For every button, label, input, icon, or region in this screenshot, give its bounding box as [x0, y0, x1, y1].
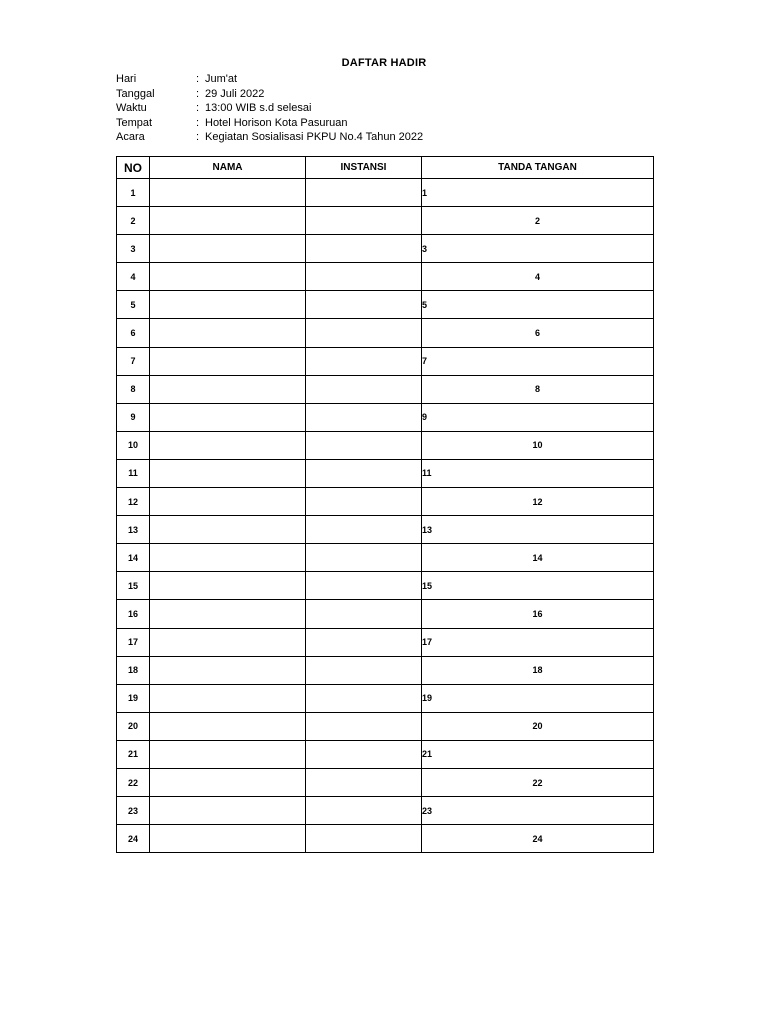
header-tanda-tangan: TANDA TANGAN: [422, 157, 654, 179]
table-row: [117, 488, 654, 516]
signature-cell[interactable]: 8: [422, 375, 654, 403]
table-row: [117, 600, 654, 628]
signature-cell[interactable]: 11: [422, 459, 654, 487]
row-number: 19: [117, 684, 150, 712]
table-row: [117, 572, 654, 600]
header-nama: NAMA: [150, 157, 306, 179]
signature-cell[interactable]: 6: [422, 319, 654, 347]
row-number: 2: [117, 207, 150, 235]
row-number: 24: [117, 825, 150, 853]
table-row: [117, 235, 654, 263]
nama-cell[interactable]: [150, 797, 306, 825]
signature-cell[interactable]: 21: [422, 740, 654, 768]
table-row: [117, 768, 654, 796]
instansi-cell[interactable]: [306, 628, 422, 656]
signature-cell[interactable]: 24: [422, 825, 654, 853]
row-number: 16: [117, 600, 150, 628]
nama-cell[interactable]: [150, 684, 306, 712]
table-row: [117, 403, 654, 431]
row-number: 17: [117, 628, 150, 656]
info-row-tempat: [116, 116, 423, 131]
instansi-cell[interactable]: [306, 347, 422, 375]
nama-cell[interactable]: [150, 516, 306, 544]
row-number: 6: [117, 319, 150, 347]
info-row-tanggal: [116, 87, 423, 102]
instansi-cell[interactable]: [306, 768, 422, 796]
nama-cell[interactable]: [150, 235, 306, 263]
table-header-row: [117, 157, 654, 179]
instansi-cell[interactable]: [306, 797, 422, 825]
row-number: 8: [117, 375, 150, 403]
instansi-cell[interactable]: [306, 488, 422, 516]
instansi-cell[interactable]: [306, 712, 422, 740]
info-colon: :: [196, 131, 200, 143]
signature-cell[interactable]: 7: [422, 347, 654, 375]
info-colon: :: [196, 116, 200, 129]
nama-cell[interactable]: [150, 712, 306, 740]
instansi-cell[interactable]: [306, 235, 422, 263]
instansi-cell[interactable]: [306, 684, 422, 712]
table-row: [117, 712, 654, 740]
row-number: 11: [117, 459, 150, 487]
nama-cell[interactable]: [150, 179, 306, 207]
nama-cell[interactable]: [150, 768, 306, 796]
instansi-cell[interactable]: [306, 207, 422, 235]
row-number: 15: [117, 572, 150, 600]
info-label: Waktu: [116, 102, 147, 114]
table-row: [117, 740, 654, 768]
info-label: Hari: [116, 73, 137, 85]
row-number: 18: [117, 656, 150, 684]
table-row: [117, 516, 654, 544]
header-instansi: INSTANSI: [306, 157, 422, 179]
table-row: [117, 207, 654, 235]
instansi-cell[interactable]: [306, 179, 422, 207]
row-number: 20: [117, 712, 150, 740]
signature-cell[interactable]: 12: [422, 488, 654, 516]
instansi-cell[interactable]: [306, 825, 422, 853]
instansi-cell[interactable]: [306, 656, 422, 684]
table-row: [117, 179, 654, 207]
instansi-cell[interactable]: [306, 291, 422, 319]
row-number: 5: [117, 291, 150, 319]
attendance-table: [116, 156, 654, 853]
table-body: [117, 179, 654, 853]
info-value: Hotel Horison Kota Pasuruan: [205, 116, 348, 129]
instansi-cell[interactable]: [306, 431, 422, 459]
info-colon: :: [196, 73, 200, 85]
row-number: 1: [117, 179, 150, 207]
instansi-cell[interactable]: [306, 600, 422, 628]
nama-cell[interactable]: [150, 656, 306, 684]
nama-cell[interactable]: [150, 544, 306, 572]
event-info: [116, 72, 423, 145]
row-number: 12: [117, 488, 150, 516]
table-row: [117, 544, 654, 572]
info-row-acara: [116, 130, 423, 145]
instansi-cell[interactable]: [306, 544, 422, 572]
signature-cell[interactable]: 16: [422, 600, 654, 628]
info-value: Kegiatan Sosialisasi PKPU No.4 Tahun 2022: [205, 131, 424, 143]
signature-cell[interactable]: 19: [422, 684, 654, 712]
table-row: [117, 459, 654, 487]
instansi-cell[interactable]: [306, 459, 422, 487]
table-row: [117, 263, 654, 291]
signature-cell[interactable]: 18: [422, 656, 654, 684]
signature-cell[interactable]: 10: [422, 431, 654, 459]
info-colon: :: [196, 102, 200, 114]
table-row: [117, 319, 654, 347]
row-number: 14: [117, 544, 150, 572]
signature-cell[interactable]: 13: [422, 516, 654, 544]
row-number: 13: [117, 516, 150, 544]
instansi-cell[interactable]: [306, 572, 422, 600]
nama-cell[interactable]: [150, 488, 306, 516]
signature-cell[interactable]: 4: [422, 263, 654, 291]
instansi-cell[interactable]: [306, 403, 422, 431]
nama-cell[interactable]: [150, 431, 306, 459]
nama-cell[interactable]: [150, 207, 306, 235]
row-number: 3: [117, 235, 150, 263]
instansi-cell[interactable]: [306, 516, 422, 544]
info-value: 13:00 WIB s.d selesai: [205, 102, 312, 114]
info-label: Tempat: [116, 116, 153, 129]
nama-cell[interactable]: [150, 319, 306, 347]
signature-cell[interactable]: 23: [422, 797, 654, 825]
table-row: [117, 291, 654, 319]
info-label: Acara: [116, 131, 145, 143]
table-row: [117, 684, 654, 712]
info-value: 29 Juli 2022: [205, 87, 265, 100]
table-row: [117, 797, 654, 825]
signature-cell[interactable]: 17: [422, 628, 654, 656]
nama-cell[interactable]: [150, 347, 306, 375]
table-row: [117, 825, 654, 853]
signature-cell[interactable]: 1: [422, 179, 654, 207]
signature-cell[interactable]: 3: [422, 235, 654, 263]
nama-cell[interactable]: [150, 572, 306, 600]
row-number: 23: [117, 797, 150, 825]
nama-cell[interactable]: [150, 825, 306, 853]
nama-cell[interactable]: [150, 740, 306, 768]
nama-cell[interactable]: [150, 375, 306, 403]
row-number: 22: [117, 768, 150, 796]
nama-cell[interactable]: [150, 628, 306, 656]
info-row-waktu: [116, 101, 423, 116]
signature-cell[interactable]: 5: [422, 291, 654, 319]
signature-cell[interactable]: 14: [422, 544, 654, 572]
row-number: 9: [117, 403, 150, 431]
row-number: 21: [117, 740, 150, 768]
nama-cell[interactable]: [150, 600, 306, 628]
info-colon: :: [196, 87, 200, 100]
instansi-cell[interactable]: [306, 740, 422, 768]
table-row: [117, 628, 654, 656]
header-no: NO: [117, 157, 150, 179]
table-row: [117, 347, 654, 375]
info-row-hari: [116, 72, 423, 87]
row-number: 10: [117, 431, 150, 459]
signature-cell[interactable]: 20: [422, 712, 654, 740]
nama-cell[interactable]: [150, 291, 306, 319]
signature-cell[interactable]: 22: [422, 768, 654, 796]
row-number: 4: [117, 263, 150, 291]
nama-cell[interactable]: [150, 403, 306, 431]
row-number: 7: [117, 347, 150, 375]
info-label: Tanggal: [116, 87, 155, 100]
nama-cell[interactable]: [150, 459, 306, 487]
table-row: [117, 431, 654, 459]
signature-cell[interactable]: 15: [422, 572, 654, 600]
table-row: [117, 656, 654, 684]
instansi-cell[interactable]: [306, 319, 422, 347]
instansi-cell[interactable]: [306, 375, 422, 403]
info-value: Jum'at: [205, 73, 238, 85]
instansi-cell[interactable]: [306, 263, 422, 291]
nama-cell[interactable]: [150, 263, 306, 291]
page-title: DAFTAR HADIR: [341, 57, 427, 69]
signature-cell[interactable]: 2: [422, 207, 654, 235]
table-row: [117, 375, 654, 403]
signature-cell[interactable]: 9: [422, 403, 654, 431]
